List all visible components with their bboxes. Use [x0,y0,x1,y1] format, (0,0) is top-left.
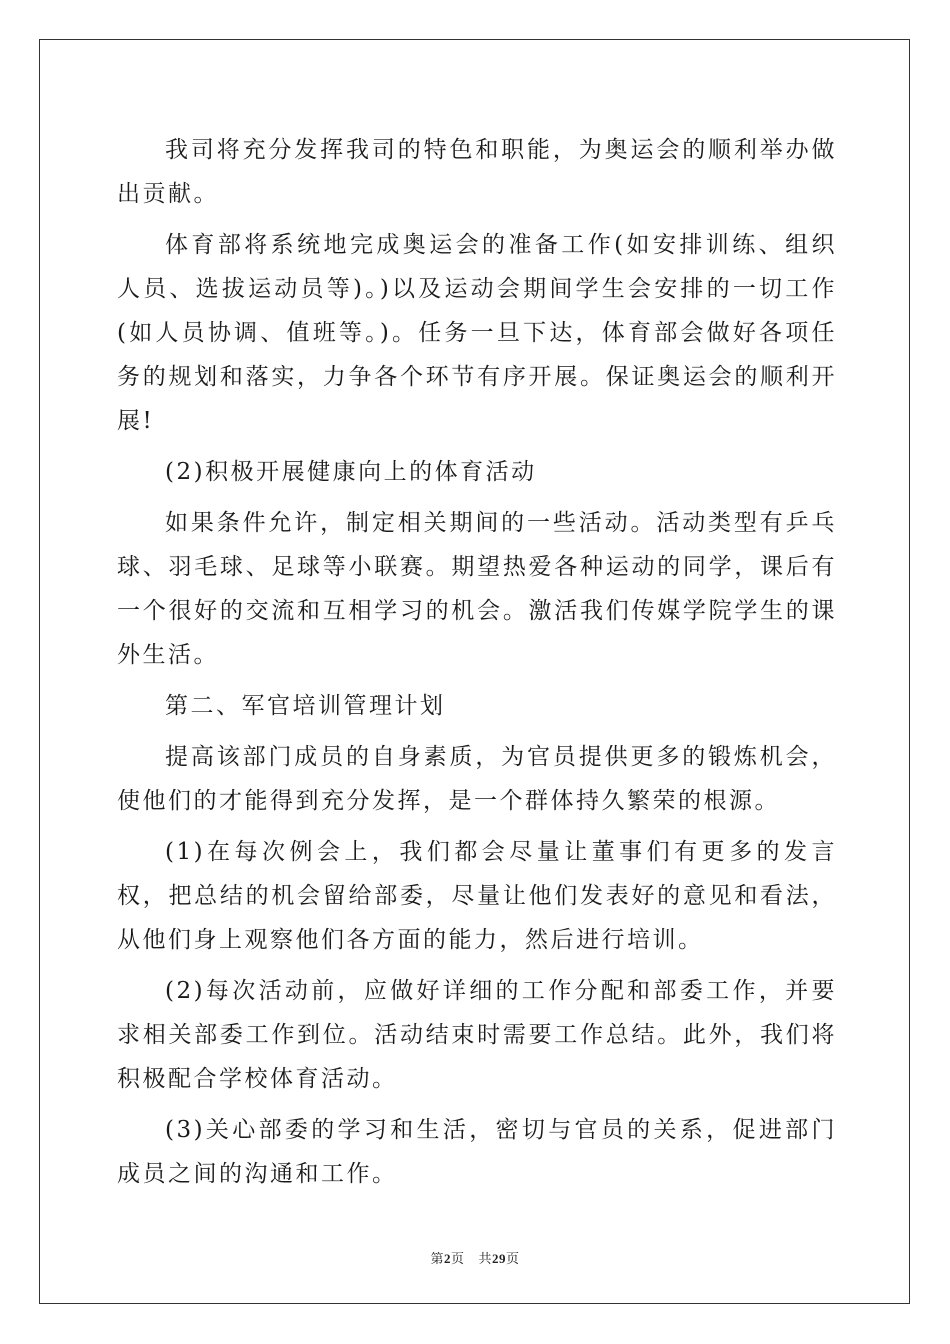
page-total: 29 [492,1251,507,1266]
document-body [117,128,837,1203]
paragraph-3-heading: (2)积极开展健康向上的体育活动 [165,459,537,485]
total-prefix: 共 [478,1252,493,1267]
total-suffix: 页 [506,1252,520,1267]
paragraph-2: 体育部将系统地完成奥运会的准备工作(如安排训练、组织人员、选拔运动员等)。)以及运动会期间学生会安排的一切工作(如人员协调、值班等。)。任务一旦下达，体育部会做好各项任务的规划和落实，力争各个环节有序开展。保证奥运会的顺利开展! [117,232,837,434]
paragraph-8: (2)每次活动前，应做好详细的工作分配和部委工作，并要求相关部委工作到位。活动结束时需要工作总结。此外，我们将积极配合学校体育活动。 [117,978,837,1092]
paragraph-7: (1)在每次例会上，我们都会尽量让董事们有更多的发言权，把总结的机会留给部委，尽量让他们发表好的意见和看法，从他们身上观察他们各方面的能力，然后进行培训。 [117,839,837,953]
paragraph-5-heading: 第二、军官培训管理计划 [165,693,446,719]
paragraph-9: (3)关心部委的学习和生活，密切与官员的关系，促进部门成员之间的沟通和工作。 [117,1117,837,1187]
paragraph-4: 如果条件允许，制定相关期间的一些活动。活动类型有乒乓球、羽毛球、足球等小联赛。期望热爱各种运动的同学，课后有一个很好的交流和互相学习的机会。激活我们传媒学院学生的课外生活。 [117,510,837,668]
page-current: 2 [443,1251,451,1266]
page-suffix: 页 [450,1252,465,1267]
page-prefix: 第 [430,1252,444,1267]
paragraph-1: 我司将充分发挥我司的特色和职能，为奥运会的顺利举办做出贡献。 [117,137,837,207]
page-footer [0,1248,950,1267]
paragraph-6: 提高该部门成员的自身素质，为官员提供更多的锻炼机会，使他们的才能得到充分发挥，是一个群体持久繁荣的根源。 [117,744,837,814]
